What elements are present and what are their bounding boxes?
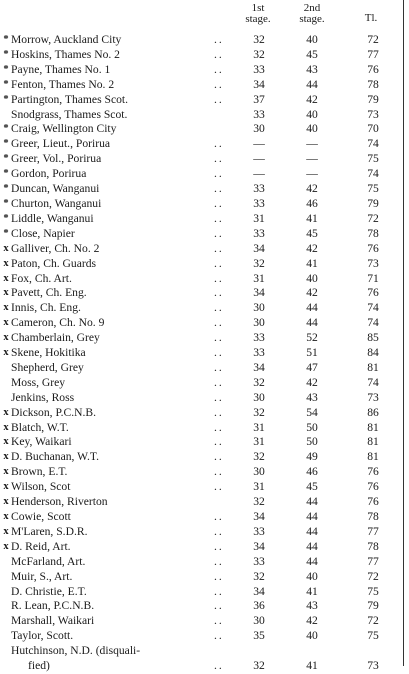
stage1-score: 32 [253,659,265,673]
leader-dots: .. [214,599,224,613]
stage1-score: 34 [253,510,265,523]
stage2-score: — [306,167,318,181]
total-score: 77 [367,47,379,61]
stage2-score: — [306,137,318,151]
leader-dots: .. [214,137,224,151]
table-row [0,450,403,465]
stage2-score: 41 [306,211,318,225]
total-score: 74 [367,316,379,330]
competitor-name: Skene, Hokitika [11,346,86,360]
stage2-score: 42 [306,375,318,389]
competitor-name: Dickson, P.C.N.B. [11,405,97,419]
leader-dots: .. [214,614,224,628]
total-score: 81 [367,435,379,449]
competitor-name: Galliver, Ch. No. 2 [11,241,100,255]
stage1-score: 34 [253,539,265,553]
stage1-score: 32 [253,450,265,464]
stage1-score: 33 [253,524,265,538]
leader-dots: .. [214,286,224,300]
total-score: 79 [367,599,379,613]
leader-dots: .. [214,360,224,374]
competitor-name: McFarland, Art. [11,554,86,568]
competitor-name: Cowie, Scott [11,510,71,523]
entry-mark: * [3,183,9,195]
total-score: 75 [367,152,379,166]
entry-mark: * [3,153,9,165]
header-stage1 [238,3,278,25]
table-row [0,167,403,182]
leader-dots: .. [214,584,224,598]
leader-dots: .. [214,167,224,181]
competitor-name: Churton, Wanganui [11,196,102,210]
total-score: 72 [367,614,379,628]
table-row [0,301,403,316]
stage1-score: 34 [253,77,265,91]
competitor-name: Craig, Wellington City [11,122,117,136]
total-score: 73 [367,390,379,404]
competitor-name: Brown, E.T. [11,465,68,479]
table-row [0,122,403,137]
leader-dots: .. [214,271,224,285]
total-score: 72 [367,33,379,46]
table-row [0,33,403,48]
leader-dots: .. [214,92,224,106]
leader-dots: .. [214,405,224,419]
competitor-name: Payne, Thames No. 1 [11,62,111,76]
stage2-score: 44 [306,554,318,568]
stage2-score: 44 [306,316,318,330]
competitor-name: Cameron, Ch. No. 9 [11,316,105,330]
competitor-name: Innis, Ch. Eng. [11,301,81,315]
leader-dots: .. [214,629,224,643]
total-score: 78 [367,226,379,240]
leader-dots: .. [214,510,224,523]
table-row [0,137,403,152]
header-total [356,13,386,24]
competitor-name: Marshall, Waikari [11,614,95,628]
leader-dots: .. [214,182,224,196]
leader-dots: .. [214,62,224,76]
entry-mark: x [3,406,9,418]
stage1-score: 30 [253,614,265,628]
total-score: 79 [367,92,379,106]
stage1-score: — [253,167,265,181]
leader-dots: .. [214,256,224,270]
stage2-score: 40 [306,107,318,121]
competitor-name: Pavett, Ch. Eng. [11,286,87,300]
entry-mark: * [3,63,9,75]
entry-mark: x [3,481,9,493]
leader-dots: .. [214,152,224,166]
stage2-score: 45 [306,480,318,494]
total-score: 70 [367,122,379,136]
table-row [0,391,403,406]
entry-mark: x [3,332,9,344]
total-score: 81 [367,450,379,464]
stage2-score: 50 [306,435,318,449]
leader-dots: .. [214,375,224,389]
stage1-score: 30 [253,122,265,136]
stage1-score: — [253,137,265,151]
leader-dots: .. [214,524,224,538]
leader-dots: .. [214,465,224,479]
leader-dots: .. [214,539,224,553]
stage2-score: 44 [306,495,318,509]
stage1-score: 33 [253,107,265,121]
total-score: 73 [367,659,379,673]
table-row [0,331,403,346]
stage1-score: 32 [253,569,265,583]
table-row [0,495,403,510]
leader-dots: .. [214,450,224,464]
total-score: 86 [367,405,379,419]
competitor-name: Close, Napier [11,226,75,240]
competitor-name: Hoskins, Thames No. 2 [11,47,120,61]
competitor-name: M'Laren, S.D.R. [11,524,88,538]
stage1-score: 34 [253,286,265,300]
stage2-score: 51 [306,346,318,360]
stage1-score: 33 [253,331,265,345]
leader-dots: .. [214,77,224,91]
stage2-score: 52 [306,331,318,345]
stage1-score: 32 [253,495,265,509]
stage1-score: 33 [253,554,265,568]
table-row [0,465,403,480]
leader-dots: .. [214,47,224,61]
header-total-label: Tl. [364,12,378,24]
leader-dots: .. [214,554,224,568]
total-score: 76 [367,241,379,255]
stage2-score: 54 [306,405,318,419]
competitor-name: Chamberlain, Grey [11,331,100,345]
stage2-score: 42 [306,241,318,255]
stage2-score: 46 [306,196,318,210]
stage2-score: 42 [306,92,318,106]
competitor-name-line1: Hutchinson, N.D. (disquali- [11,644,141,658]
table-row [0,242,403,257]
stage1-score: 32 [253,33,265,46]
stage1-score: 31 [253,480,265,494]
table-row [0,316,403,331]
entry-mark: * [3,34,9,45]
leader-dots: .. [214,435,224,449]
competitor-name: Fenton, Thames No. 2 [11,77,115,91]
leader-dots: .. [214,196,224,210]
stage2-score: 42 [306,286,318,300]
entry-mark: x [3,466,9,478]
total-score: 79 [367,196,379,210]
competitor-name: D. Reid, Art. [11,539,71,553]
stage1-score: 30 [253,316,265,330]
stage2-score: 44 [306,524,318,538]
competitor-name: Partington, Thames Scot. [11,92,129,106]
leader-dots: .. [214,211,224,225]
entry-mark: * [3,48,9,60]
table-row [0,435,403,450]
table-row [0,272,403,287]
competitor-name: Henderson, Riverton [11,495,108,509]
stage1-score: 33 [253,196,265,210]
total-score: 78 [367,77,379,91]
stage2-score: 43 [306,599,318,613]
total-score: 76 [367,62,379,76]
stage1-score: 32 [253,47,265,61]
competitor-name: Duncan, Wanganui [11,182,100,196]
table-row [0,570,403,585]
total-score: 81 [367,360,379,374]
stage2-score: 45 [306,226,318,240]
table-row [0,629,403,644]
total-score: 77 [367,524,379,538]
stage1-score: 31 [253,420,265,434]
stage2-score: 43 [306,390,318,404]
leader-dots: .. [214,241,224,255]
stage2-score: 49 [306,450,318,464]
entry-mark: x [3,272,9,284]
stage2-score: 41 [306,584,318,598]
leader-dots: .. [214,569,224,583]
competitor-name: Greer, Vol., Porirua [11,152,102,166]
leader-dots: .. [214,301,224,315]
competitor-name: D. Christie, E.T. [11,584,87,598]
competitor-name: Taylor, Scott. [11,629,74,643]
stage1-score: 34 [253,241,265,255]
stage2-score: 45 [306,47,318,61]
stage1-score: 32 [253,375,265,389]
table-row [0,212,403,227]
stage2-score: 42 [306,614,318,628]
stage1-score: 33 [253,182,265,196]
header-stage1-line1: 1st [251,2,265,14]
table-row [0,644,403,674]
entry-mark: * [3,212,9,224]
stage1-score: 32 [253,405,265,419]
table-row [0,346,403,361]
competitor-name: Key, Waikari [11,435,72,449]
leader-dots: .. [214,346,224,360]
stage1-score: 37 [253,92,265,106]
competitor-name: R. Lean, P.C.N.B. [11,599,95,613]
entry-mark: x [3,287,9,299]
stage1-score: 32 [253,256,265,270]
stage2-score: 40 [306,271,318,285]
stage2-score: 46 [306,465,318,479]
entry-mark: x [3,421,9,433]
entry-mark: x [3,317,9,329]
table-row [0,182,403,197]
total-score: 81 [367,420,379,434]
table-row [0,257,403,272]
stage2-score: 44 [306,77,318,91]
stage1-score: 31 [253,435,265,449]
table-row [0,108,403,123]
table-row [0,540,403,555]
entry-mark: x [3,496,9,508]
total-score: 76 [367,465,379,479]
competitor-name: Blatch, W.T. [11,420,69,434]
leader-dots: .. [214,659,224,673]
stage1-score: 34 [253,360,265,374]
header-stage2 [290,3,334,25]
competitor-name: Gordon, Porirua [11,167,87,181]
table-row [0,197,403,212]
stage1-score: 35 [253,629,265,643]
stage2-score: 43 [306,62,318,76]
total-score: 78 [367,510,379,523]
table-row [0,286,403,301]
leader-dots: .. [214,390,224,404]
entry-mark: * [3,197,9,209]
total-score: 71 [367,271,379,285]
table-row [0,599,403,614]
header-stage1-line2: stage. [245,13,271,25]
competitor-name: Greer, Lieut., Porirua [11,137,111,151]
leader-dots: .. [214,480,224,494]
table-body [0,33,403,674]
entry-mark: x [3,511,9,522]
entry-mark: * [3,227,9,239]
competitor-name: Morrow, Auckland City [11,33,122,46]
leader-dots: .. [214,226,224,240]
entry-mark: x [3,436,9,448]
header-stage2-line2: stage. [299,13,325,25]
competitor-name: Snodgrass, Thames Scot. [11,107,128,121]
table-row [0,361,403,376]
total-score: 74 [367,301,379,315]
total-score: 76 [367,495,379,509]
stage1-score: — [253,152,265,166]
table-row [0,93,403,108]
entry-mark: * [3,168,9,180]
total-score: 75 [367,629,379,643]
leader-dots: .. [214,33,224,46]
stage2-score: 47 [306,360,318,374]
total-score: 76 [367,286,379,300]
competitor-name-line2-text: fied) [28,659,50,673]
stage1-score: 31 [253,211,265,225]
competitor-name: Moss, Grey [11,375,66,389]
stage1-score: 30 [253,465,265,479]
stage2-score: 40 [306,569,318,583]
total-score: 75 [367,182,379,196]
stage1-score: 33 [253,226,265,240]
total-score: 84 [367,346,379,360]
table-row [0,48,403,63]
table-row [0,406,403,421]
entry-mark: x [3,347,9,359]
stage2-score: 41 [306,659,318,673]
stage1-score: 34 [253,584,265,598]
competitor-name-line2 [11,659,243,674]
competitor-name: Muir, S., Art. [11,569,73,583]
total-score: 78 [367,539,379,553]
leader-dots: .. [214,331,224,345]
total-score: 85 [367,331,379,345]
table-row [0,227,403,242]
competitor-name [11,644,243,674]
stage2-score: 42 [306,182,318,196]
leader-dots: .. [214,316,224,330]
entry-mark: x [3,302,9,314]
competitor-name: Fox, Ch. Art. [11,271,72,285]
header-stage2-line1: 2nd [303,2,321,14]
table-row [0,555,403,570]
table-row [0,78,403,93]
stage2-score: 41 [306,256,318,270]
total-score: 75 [367,584,379,598]
total-score: 73 [367,107,379,121]
entry-mark: * [3,93,9,105]
stage2-score: 40 [306,629,318,643]
total-score: 77 [367,554,379,568]
competitor-name: D. Buchanan, W.T. [11,450,100,464]
stage2-score: 50 [306,420,318,434]
table-row [0,376,403,391]
competitor-name: Shepherd, Grey [11,360,84,374]
entry-mark: * [3,138,9,150]
table-row [0,480,403,495]
entry-mark: x [3,540,9,552]
stage1-score: 33 [253,346,265,360]
total-score: 76 [367,480,379,494]
stage1-score: 36 [253,599,265,613]
stage1-score: 30 [253,390,265,404]
stage1-score: 31 [253,271,265,285]
competitor-name: Paton, Ch. Guards [11,256,97,270]
competitor-name: Jenkins, Ross [11,390,75,404]
column-rule [403,0,404,666]
table-row [0,614,403,629]
competitor-name: Liddle, Wanganui [11,211,94,225]
stage1-score: 33 [253,62,265,76]
stage2-score: 40 [306,33,318,46]
stage2-score: 44 [306,510,318,523]
competitor-name: Wilson, Scot [11,480,71,494]
table-row [0,152,403,167]
stage2-score: 44 [306,539,318,553]
entry-mark: x [3,242,9,254]
total-score: 74 [367,375,379,389]
entry-mark: * [3,78,9,90]
table-row [0,510,403,525]
total-score: 72 [367,211,379,225]
entry-mark: x [3,451,9,463]
entry-mark: x [3,525,9,537]
table-row [0,525,403,540]
total-score: 74 [367,167,379,181]
stage2-score: — [306,152,318,166]
leader-dots: .. [214,420,224,434]
total-score: 74 [367,137,379,151]
total-score: 73 [367,256,379,270]
table-row [0,585,403,600]
entry-mark: x [3,257,9,269]
stage2-score: 44 [306,301,318,315]
stage1-score: 30 [253,301,265,315]
total-score: 72 [367,569,379,583]
table-row [0,63,403,78]
table-row [0,421,403,436]
entry-mark: * [3,123,9,135]
stage2-score: 40 [306,122,318,136]
